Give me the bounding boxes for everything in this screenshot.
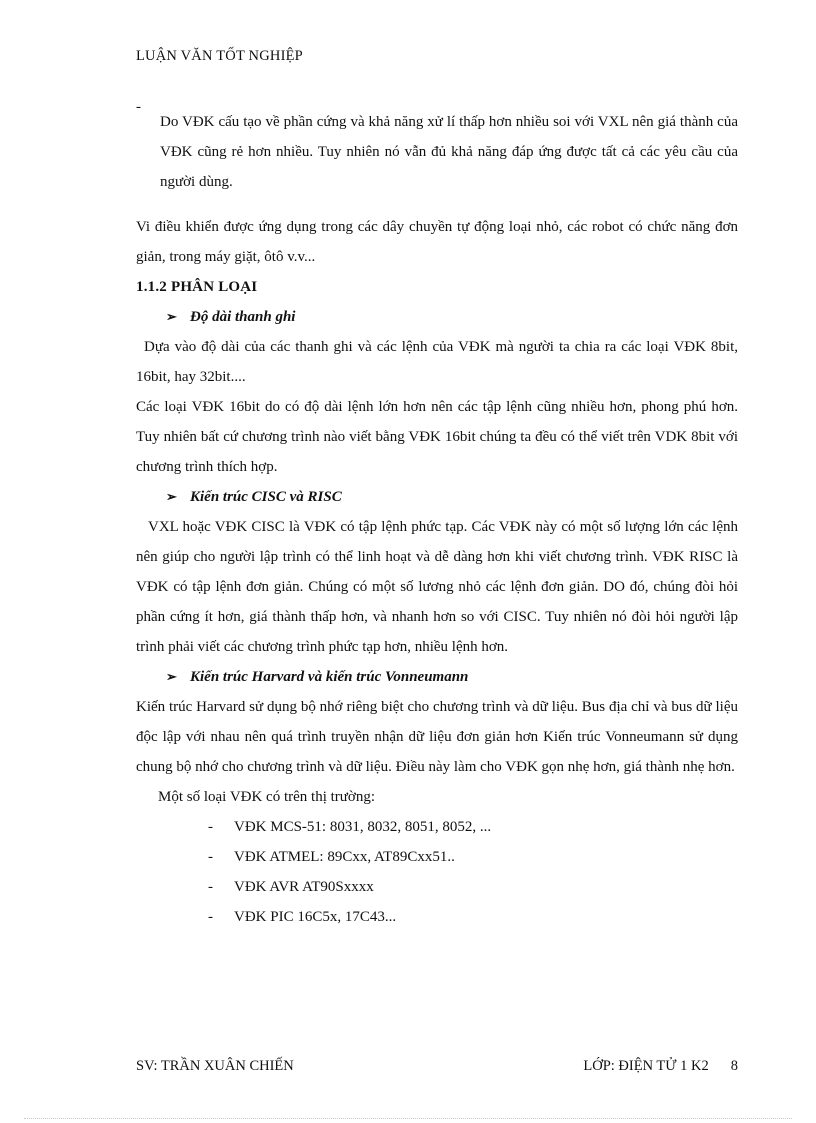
arrow-bullet-icon: ➢ [166,309,177,324]
section-title: 1.1.2 PHÂN LOẠI [136,279,258,295]
list-item [136,842,738,872]
arrow-bullet-icon: ➢ [166,669,177,684]
dash-marker: - [208,849,213,865]
register-length-paragraph-2: Các loại VĐK 16bit do có độ dài lệnh lớn hơn nên các tập lệnh cũng nhiều hơn, phong phú hơn. Tuy nhiên bất cứ chương trình nào viết bằng VĐK 16bit chúng ta đều có thể viết trên VDK 8bit với chương trình thích hợp. [136,399,738,475]
subheading-harvard-vonneumann [136,662,738,692]
footer-class: LỚP: ĐIỆN TỬ 1 K2 [583,1058,709,1074]
dash-marker: - [208,879,213,895]
footer-student-name: SV: TRẦN XUÂN CHIẾN [136,1058,294,1074]
market-intro: Một số loại VĐK có trên thị trường: [158,789,376,805]
footer-right [583,1058,738,1075]
page-bottom-divider [24,1118,792,1119]
subheading-text: Độ dài thanh ghi [190,309,296,325]
subheading-text: Kiến trúc CISC và RISC [190,489,342,505]
intro-bullet-item [136,92,738,212]
intro-bullet-text: Do VĐK cấu tạo về phần cứng và khả năng xử lí thấp hơn nhiều soi với VXL nên giá thành của VĐK cũng rẻ hơn nhiều. Tuy nhiên nó vẫn đủ khả năng đáp ứng được tất cả các yêu cầu của người dùng. [160,114,738,190]
cisc-risc-paragraph: VXL hoặc VĐK CISC là VĐK có tập lệnh phức tạp. Các VĐK này có một số lượng lớn các lệnh nên giúp cho người lập trình có thể linh hoạt và dễ dàng hơn khi viết chương trình. VĐK RISC là VĐK có tập lệnh đơn giản. Chúng có một số lương nhỏ các lệnh đơn giản. DO đó, chúng đòi hỏi phần cứng ít hơn, giá thành thấp hơn, và nhanh hơn so với CISC. Tuy nhiên nó đòi hỏi người lập trình phải viết các chương trình phức tạp hơn, nhiều lệnh hơn. [136,519,738,655]
subheading-text: Kiến trúc Harvard và kiến trúc Vonneumann [190,669,469,685]
list-item-text: VĐK AVR AT90Sxxxx [234,879,374,895]
list-item [136,812,738,842]
page-body [136,92,738,932]
running-header: LUẬN VĂN TỐT NGHIỆP [136,48,303,64]
list-item [136,872,738,902]
list-item [136,902,738,932]
register-length-paragraph-1: Dựa vào độ dài của các thanh ghi và các lệnh của VĐK mà người ta chia ra các loại VĐK 8bit, 16bit, hay 32bit.... [136,339,738,385]
list-item-text: VĐK PIC 16C5x, 17C43... [234,909,397,925]
dash-marker: - [208,819,213,835]
page-number: 8 [730,1058,738,1074]
running-footer [136,1058,738,1075]
subheading-register-length [136,302,738,332]
dash-marker: - [136,99,141,115]
subheading-cisc-risc [136,482,738,512]
list-item-text: VĐK ATMEL: 89Cxx, AT89Cxx51.. [234,849,455,865]
dash-marker: - [208,909,213,925]
intro-paragraph: Vi điều khiển được ứng dụng trong các dây chuyền tự động loại nhỏ, các robot có chức năng đơn giản, trong máy giặt, ôtô v.v... [136,219,738,265]
list-item-text: VĐK MCS-51: 8031, 8032, 8051, 8052, ... [234,819,492,835]
arrow-bullet-icon: ➢ [166,489,177,504]
harvard-paragraph: Kiến trúc Harvard sử dụng bộ nhớ riêng biệt cho chương trình và dữ liệu. Bus địa chỉ và bus dữ liệu độc lập với nhau nên quá trình truyền nhận dữ liệu đơn giản hơn Kiến trúc Vonneumann sử dụng chung bộ nhớ cho chương trình và dữ liệu. Điều này làm cho VĐK gọn nhẹ hơn, giá thành nhẹ hơn. [136,699,738,775]
